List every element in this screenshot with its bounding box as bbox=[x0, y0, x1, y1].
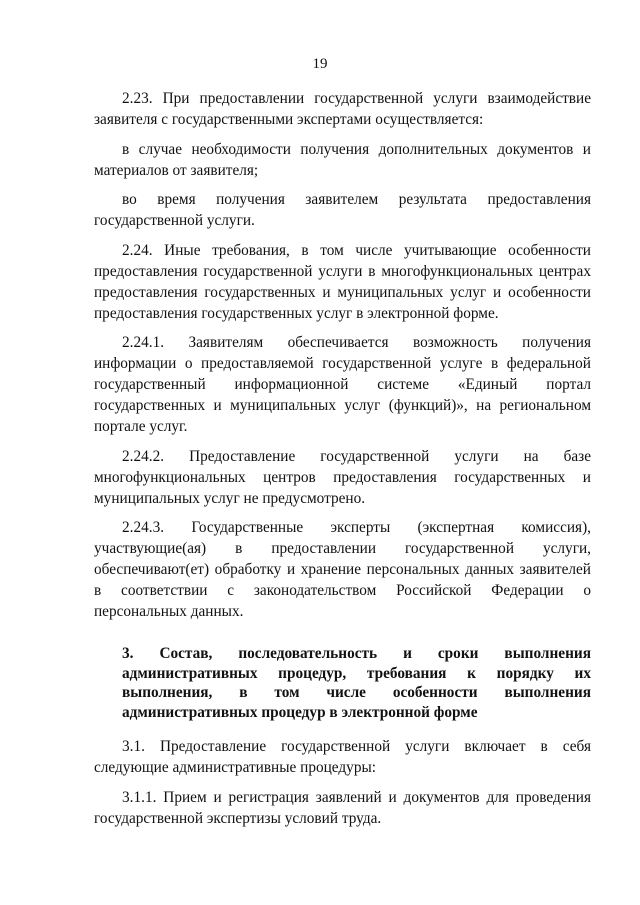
page-number: 19 bbox=[312, 56, 328, 72]
paragraph-2-24: 2.24. Иные требования, в том числе учитывающие особенности предоставления государственной услуги в многофункциональных центрах предоставления государственных и муниципальных услуг и особенности предоставления государственных услуг в электронной форме. bbox=[94, 241, 591, 322]
paragraph-3-1: 3.1. Предоставление государственной услуги включает в себя следующие административные процедуры: bbox=[94, 738, 591, 776]
paragraph-additional-documents: в случае необходимости получения дополнительных документов и материалов от заявителя; bbox=[94, 140, 591, 179]
document-body bbox=[94, 88, 591, 837]
paragraph-2-24-1: 2.24.1. Заявителям обеспечивается возможность получения информации о предоставляемой государственной услуге в федеральной государственный информационной системе «Единый портал государственных и муниципальных услуг (функций)», на региональном портале услуг. bbox=[94, 334, 591, 435]
paragraph-2-23: 2.23. При предоставлении государственной услуги взаимодействие заявителя с государственными экспертами осуществляется: bbox=[94, 90, 591, 128]
paragraph-2-24-2: 2.24.2. Предоставление государственной услуги на базе многофункциональных центров предоставления государственных и муниципальных услуг не предусмотрено. bbox=[94, 447, 591, 507]
paragraph-result-receipt: во время получения заявителем результата предоставления государственной услуги. bbox=[94, 191, 591, 229]
section-3-heading: 3. Состав, последовательность и сроки выполнения административных процедур, требования к порядку их выполнения, в том числе особенности выполнения административных процедур в электронной форме bbox=[122, 645, 591, 721]
paragraph-3-1-1: 3.1.1. Прием и регистрация заявлений и документов для проведения государственной экспертизы условий труда. bbox=[94, 788, 591, 827]
paragraph-2-24-3: 2.24.3. Государственные эксперты (экспертная комиссия), участвующие(ая) в предоставлении государственной услуги, обеспечивают(ет) обработку и хранение персональных данных заявителей в соответствии с законодательством Российской Федерации о персональных данных. bbox=[94, 519, 591, 620]
